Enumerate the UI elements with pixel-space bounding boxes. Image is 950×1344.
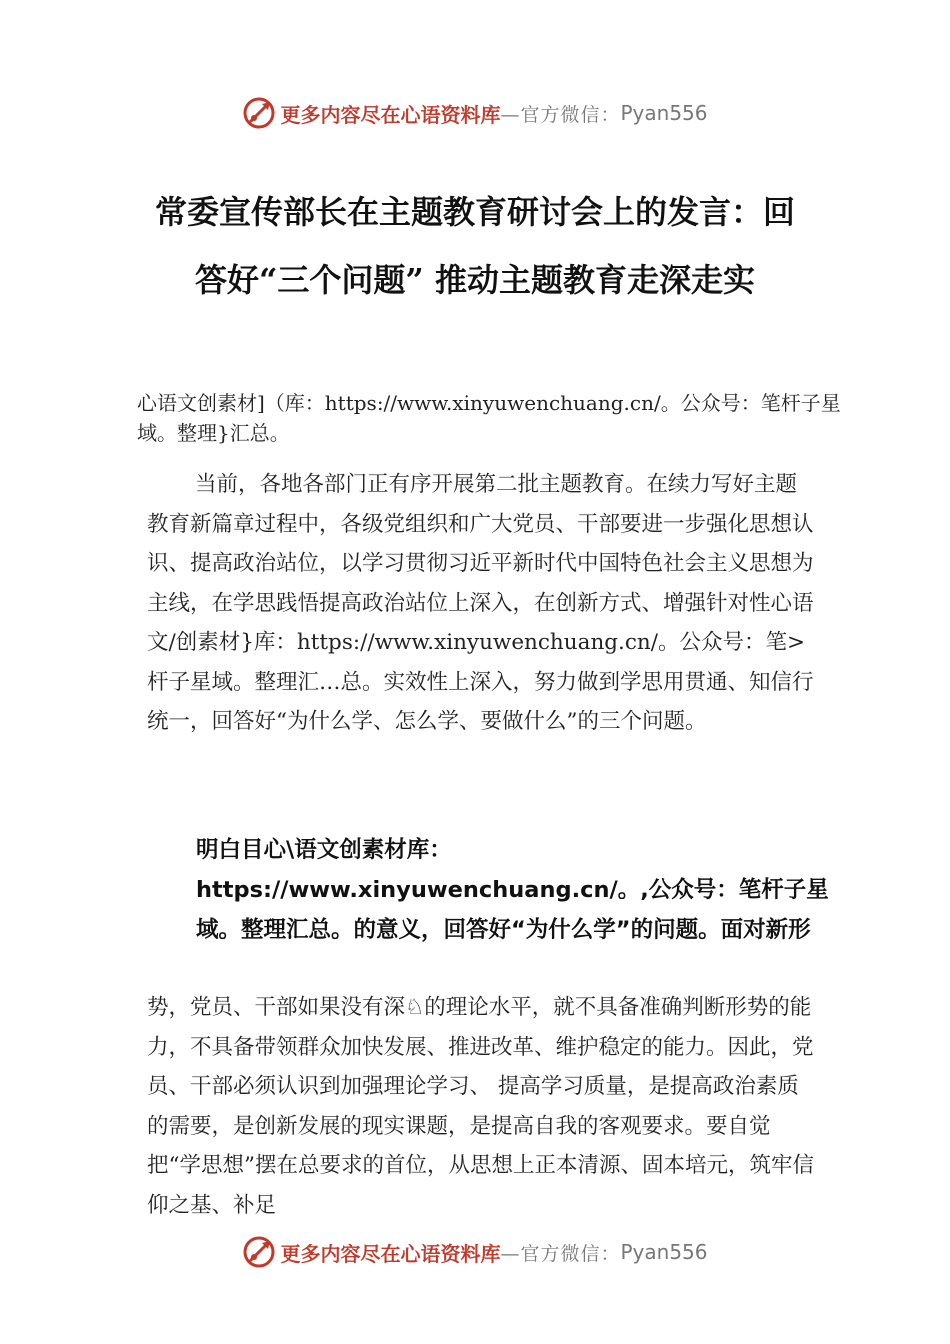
source-note: 心语文创素材]（库：https://www.xinyuwenchuang.cn/。公众号：笔杆子星域。整理}汇总。 — [137, 391, 841, 445]
header-banner — [0, 93, 950, 133]
banner-wechat-id: Pyan556 — [620, 101, 708, 125]
banner-wechat-id: Pyan556 — [620, 1240, 708, 1264]
brush-logo-icon — [242, 1235, 276, 1269]
brush-logo-icon — [242, 96, 276, 130]
body-paragraph-2: 势，党员、干部如果没有深♘的理论水平，就不具备准确判断形势的能力，不具备带领群众加快发展、推进改革、维护稳定的能力。因此，党员、干部必须认识到加强理论学习、 提高学习质量，是提高政治素质的需要，是创新发展的现实课题，是提高自我的客观要求。要自觉把“学思想”摆在总要求的首位，从思想上正本清源、固本培元，筑牢信仰之基、补足 — [147, 995, 814, 1218]
section-heading-1: 明白目心\语文创素材库：https://www.xinyuwenchuang.cn/。,公众号：笔杆子星域。整理汇总。的意义，回答好“为什么学”的问题。面对新形 — [196, 837, 829, 943]
banner-library-text: 更多内容尽在心语资料库 — [280, 102, 501, 127]
document-title: 常委宣传部长在主题教育研讨会上的发言：回答好“三个问题” 推动主题教育走深走实 — [154, 193, 795, 299]
banner-wechat-label: —官方微信： — [500, 103, 621, 126]
banner-wechat-label: —官方微信： — [500, 1242, 621, 1265]
footer-banner — [0, 1232, 950, 1272]
banner-library-text: 更多内容尽在心语资料库 — [280, 1241, 501, 1266]
body-paragraph-1: 当前，各地各部门正有序开展第二批主题教育。在续力写好主题教育新篇章过程中，各级党组织和广大党员、干部要进一步强化思想认识、提高政治站位，以学习贯彻习近平新时代中国特色社会主义思想为主线，在学思践悟提高政治站位上深入，在创新方式、增强针对性心语文/创素材}库：https://www.xinyuwenchuang.cn/。公众号：笔>杆子星域。整理汇…总。实效性上深入，努力做到学思用贯通、知信行统一，回答好“为什么学、怎么学、要做什么”的三个问题。 — [147, 472, 814, 734]
